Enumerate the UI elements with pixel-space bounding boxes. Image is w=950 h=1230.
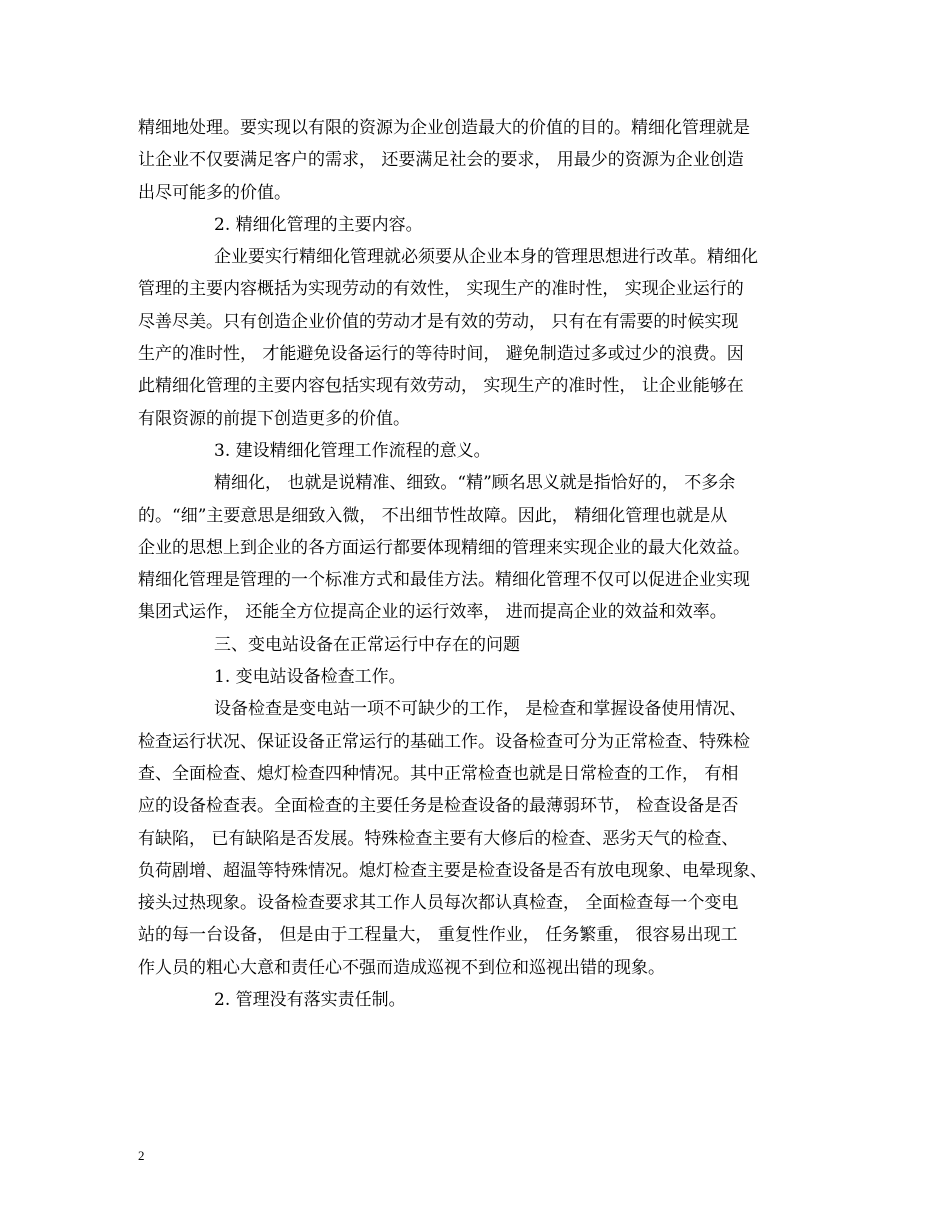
text-line: 此精细化管理的主要内容包括实现有效劳动， 实现生产的准时性， 让企业能够在 [138, 376, 744, 397]
text-line: 1. 变电站设备检查工作。 [214, 667, 406, 688]
text-line: 精细化管理是管理的一个标准方式和最佳方法。精细化管理不仅可以促进企业实现 [138, 570, 750, 591]
text-line: 检查运行状况、保证设备正常运行的基础工作。设备检查可分为正常检查、特殊检 [138, 731, 750, 752]
text-line: 接头过热现象。设备检查要求其工作人员每次都认真检查， 全面检查每一个变电 [138, 893, 739, 914]
body-text [138, 112, 818, 1016]
text-line: 出尽可能多的价值。 [138, 182, 291, 203]
text-line: 集团式运作， 还能全方位提高企业的运行效率， 进而提高企业的效益和效率。 [138, 602, 727, 623]
text-line: 应的设备检查表。全面检查的主要任务是检查设备的最薄弱环节， 检查设备是否 [138, 796, 739, 817]
text-line: 负荷剧增、超温等特殊情况。熄灯检查主要是检查设备是否有放电现象、电晕现象、 [138, 860, 767, 881]
text-line: 2. 精细化管理的主要内容。 [214, 214, 423, 235]
text-line: 查、全面检查、熄灯检查四种情况。其中正常检查也就是日常检查的工作， 有相 [138, 763, 739, 784]
text-line: 生产的准时性， 才能避免设备运行的等待时间， 避免制造过多或过少的浪费。因 [138, 344, 744, 365]
text-line: 精细地处理。要实现以有限的资源为企业创造最大的价值的目的。精细化管理就是 [138, 118, 750, 138]
text-line: 让企业不仅要满足客户的需求， 还要满足社会的要求， 用最少的资源为企业创造 [138, 150, 744, 171]
text-line: 有限资源的前提下创造更多的价值。 [138, 408, 410, 429]
page-number: 2 [138, 1148, 145, 1163]
text-line: 有缺陷， 已有缺陷是否发展。特殊检查主要有大修后的检查、恶劣天气的检查、 [138, 828, 739, 849]
text-line: 3. 建设精细化管理工作流程的意义。 [214, 440, 491, 461]
text-line: 作人员的粗心大意和责任心不强而造成巡视不到位和巡视出错的现象。 [138, 957, 665, 978]
text-line: 设备检查是变电站一项不可缺少的工作， 是检查和掌握设备使用情况、 [214, 699, 747, 720]
text-line: 三、变电站设备在正常运行中存在的问题 [214, 634, 520, 655]
text-line: 企业要实行精细化管理就必须要从企业本身的管理思想进行改革。精细化 [214, 247, 758, 268]
text-line: 尽善尽美。只有创造企业价值的劳动才是有效的劳动， 只有在有需要的时候实现 [138, 311, 739, 332]
text-line: 精细化， 也就是说精准、细致。“精”顾名思义就是指恰好的， 不多余 [214, 473, 736, 494]
text-line: 2. 管理没有落实责任制。 [214, 990, 406, 1011]
text-line: 的。“细”主要意思是细致入微， 不出细节性故障。因此， 精细化管理也就是从 [138, 505, 728, 526]
text-line: 站的每一台设备， 但是由于工程量大， 重复性作业， 任务繁重， 很容易出现工 [138, 925, 738, 946]
text-line: 管理的主要内容概括为实现劳动的有效性， 实现生产的准时性， 实现企业运行的 [138, 279, 744, 300]
text-line: 企业的思想上到企业的各方面运行都要体现精细的管理来实现企业的最大化效益。 [138, 537, 750, 558]
